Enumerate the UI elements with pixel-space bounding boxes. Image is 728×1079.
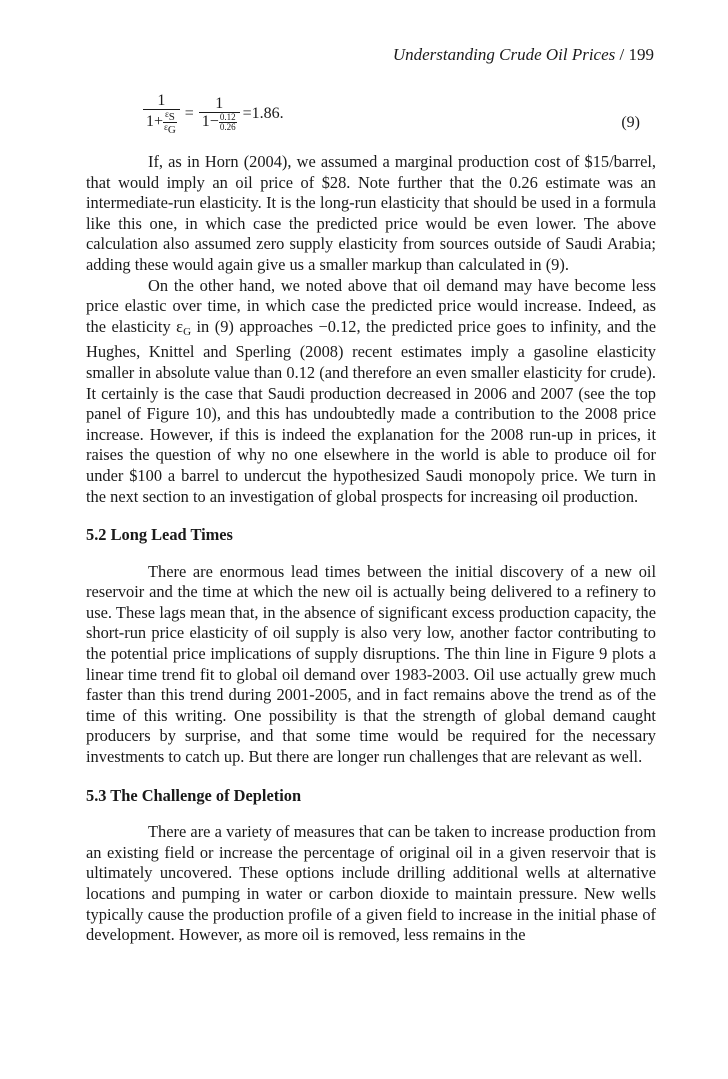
epsilon-s: ε [164,109,169,119]
fraction-numerator-2: 1 [215,95,224,112]
section-5-2-paragraph: There are enormous lead times between the initial discovery of a new oil reservoir and the time at which the new oil is actually being delivered to a refinery to use. These lags mean that, in the absence of significant excess production capacity, the short-run price elasticity of oil supply is also very low, another factor contributing to the potential price implications of supply disruptions. The thin line in Figure 9 plots a linear time trend fit to global oil demand over 1983-2003. Oil use actually grew much faster than this trend during 2001-2005, and in fact remains above the trend as of the time of this writing. One possibility is that the strength of global demand caught producers by surprise, and that some time would be required for the necessary investments to catch up. But there are longer run challenges that are relevant as well. [86,561,656,767]
paragraph-2-after: in (9) approaches −0.12, the predicted price goes to infinity, and the Hughes, Knittel and Sperling (2008) recent estimates imply a gasoline elasticity smaller in absolute value than 0.12 (and therefore an even smaller elasticity for crude). It certainly is the case that Saudi production decreased in 2006 and 2007 (see the top panel of Figure 10), and this has undoubtedly made a contribution to the 2008 price increase. However, if this is indeed the explanation for the 2008 run-up in prices, it raises the question of why no one elsewhere in the world is able to produce oil for under $100 a barrel to undercut the hypothesized Saudi monopoly price. We turn in the next section to an investigation of global prospects for increasing oil production. [86,316,656,506]
subscript-s: S [168,111,175,123]
equals-sign: = [184,104,194,122]
ratio-denominator: 0.26 [219,122,236,132]
fraction-denominator-2 [199,112,240,132]
ratio-top [164,110,176,122]
section-heading-5-2: 5.2 Long Lead Times [86,525,233,545]
section-heading-5-3: 5.3 The Challenge of Depletion [86,785,302,805]
fraction-numerator: 1 [157,92,166,109]
equation-number: (9) [621,114,640,131]
fraction-denominator [143,109,180,135]
numeric-ratio [219,113,237,132]
equation-9 [140,92,284,135]
equation-result: =1.86. [242,104,284,122]
paragraph-2-before: On the other hand, we noted above that oil demand may have become less price elastic over time, in which case the predicted price would increase. Indeed, as the elasticity ε [86,275,656,336]
body-text [86,152,656,946]
plus-sign: + [154,113,164,131]
page-number: / 199 [619,45,654,64]
paragraph-1: If, as in Horn (2004), we assumed a marginal production cost of $15/barrel, that would imply an oil price of $28. Note further that the 0.26 estimate was an intermediate-run elasticity. It is the long-run elasticity that should be used in a formula like this one, in which case the predicted price would be even lower. The above calculation also assumed zero supply elasticity from sources outside of Saudi Arabia; adding these would again give us a smaller markup than calculated in (9). [86,152,656,274]
ratio-numerator: 0.12 [219,112,236,122]
epsilon-g: ε [164,122,168,132]
equation-fraction-left [143,92,180,135]
running-head-title: Understanding Crude Oil Prices [392,45,616,64]
section-5-3-paragraph: There are a variety of measures that can be taken to increase production from an existing field or increase the percentage of original oil in a given reservoir that is ultimately uncovered. These options include drilling additional wells at alternative locations and pumping in water or carbon dioxide to maintain pressure. New wells typically cause the production profile of a given field to increase in the initial phase of development. However, as more oil is removed, less remains in the [86,822,656,945]
subscript-g-inline: G [183,325,192,338]
running-head [393,45,654,65]
equation-fraction-right [199,95,240,132]
den-minus-one: 1− [201,113,219,131]
ratio-bottom [163,122,177,135]
den-one: 1 [146,113,154,131]
elasticity-ratio [163,110,177,135]
paragraph-2 [86,276,656,508]
subscript-g: G [167,124,176,136]
